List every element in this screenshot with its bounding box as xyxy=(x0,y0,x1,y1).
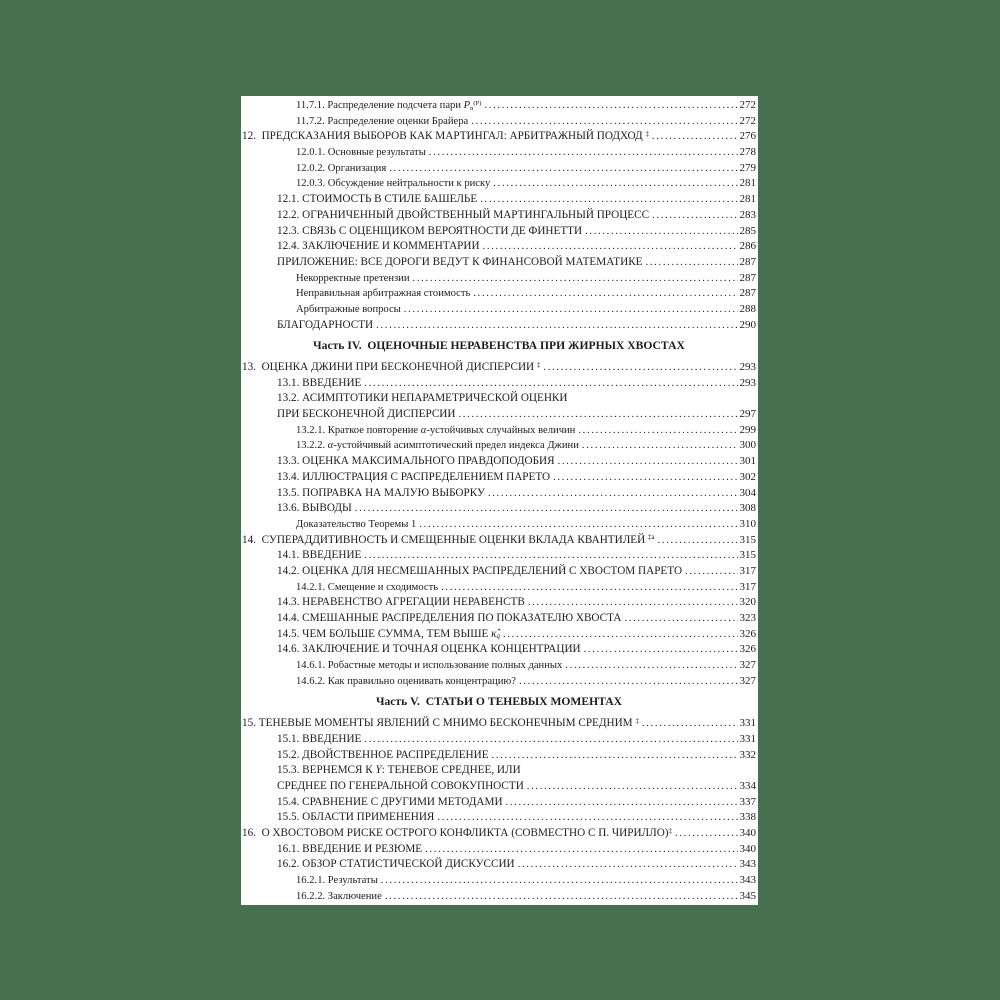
toc-entry xyxy=(242,873,756,889)
dot-leader xyxy=(503,627,737,643)
toc-entry-title: 14. СУПЕРАДДИТИВНОСТЬ И СМЕЩЕННЫЕ ОЦЕНКИ ВКЛАДА КВАНТИЛЕЙ $^{\ddagger a}$ xyxy=(242,533,655,546)
dot-leader xyxy=(376,318,737,334)
part-heading: Часть V. СТАТЬИ О ТЕНЕВЫХ МОМЕНТАХ xyxy=(375,695,623,709)
page-number: 343 xyxy=(739,874,756,886)
dot-leader xyxy=(404,302,738,318)
toc-entry xyxy=(242,208,756,224)
page-number: 287 xyxy=(739,255,756,268)
page-number: 304 xyxy=(739,486,756,499)
page-number: 315 xyxy=(739,533,756,546)
toc-entry-title: БЛАГОДАРНОСТИ xyxy=(277,318,374,331)
toc-entry-title: 15.4. СРАВНЕНИЕ С ДРУГИМИ МЕТОДАМИ xyxy=(277,795,503,808)
toc-entry xyxy=(242,470,756,486)
page-number: 272 xyxy=(739,114,756,127)
toc-entry xyxy=(242,318,756,334)
toc-entry-title: ПРИЛОЖЕНИЕ: ВСЕ ДОРОГИ ВЕДУТ К ФИНАНСОВОЙ МАТЕМАТИКЕ xyxy=(277,255,643,268)
dot-leader xyxy=(471,114,737,130)
toc-entry xyxy=(242,286,756,302)
dot-leader xyxy=(506,795,738,811)
dot-leader xyxy=(492,748,738,764)
page-number: 337 xyxy=(739,795,756,808)
toc-entry xyxy=(242,239,756,255)
toc-entry xyxy=(242,564,756,580)
dot-leader xyxy=(484,98,737,114)
toc-entry xyxy=(242,517,756,533)
toc-entry xyxy=(242,145,756,161)
dot-leader xyxy=(658,533,738,549)
dot-leader xyxy=(413,271,738,287)
dot-leader xyxy=(553,470,737,486)
toc-entry-title: Арбитражные вопросы xyxy=(296,303,401,315)
toc-entry xyxy=(242,748,756,764)
dot-leader xyxy=(652,129,738,145)
toc-entry-title: 13. ОЦЕНКА ДЖИНИ ПРИ БЕСКОНЕЧНОЙ ДИСПЕРСИИ ‡ xyxy=(242,360,541,373)
page-number: 272 xyxy=(739,99,756,111)
page-number: 281 xyxy=(739,177,756,190)
toc-entry xyxy=(242,857,756,873)
toc-entry xyxy=(242,438,756,454)
toc-entry-title: 12.3. СВЯЗЬ С ОЦЕНЩИКОМ ВЕРОЯТНОСТИ ДЕ ФИНЕТТИ xyxy=(277,224,583,237)
toc-entry-title: 13.2. АСИМПТОТИКИ НЕПАРАМЕТРИЧЕСКОЙ ОЦЕНКИ xyxy=(277,392,568,405)
page-number: 332 xyxy=(739,748,756,761)
page-number: 323 xyxy=(739,612,756,624)
toc-entry xyxy=(242,826,756,842)
toc-entry-title: 12.2. ОГРАНИЧЕННЫЙ ДВОЙСТВЕННЫЙ МАРТИНГАЛЬНЫЙ ПРОЦЕСС xyxy=(277,208,650,221)
toc-entry xyxy=(242,810,756,826)
toc-entry-title: 15.1. ВВЕДЕНИЕ xyxy=(277,732,362,745)
toc-entry xyxy=(242,580,756,596)
page-number: 300 xyxy=(739,439,756,452)
page-number: 334 xyxy=(739,779,756,792)
toc-entry-title: 16.2.1. Результаты xyxy=(296,875,378,886)
page-number: 281 xyxy=(739,193,756,206)
toc-entry xyxy=(242,423,756,439)
page-number: 287 xyxy=(739,287,756,300)
toc-entry xyxy=(242,98,756,114)
page-number: 279 xyxy=(739,161,756,174)
toc-entry-title: 13.5. ПОПРАВКА НА МАЛУЮ ВЫБОРКУ xyxy=(277,486,485,499)
toc-entry-title: 13.4. ИЛЛЮСТРАЦИЯ С РАСПРЕДЕЛЕНИЕМ ПАРЕТО xyxy=(277,470,551,483)
dot-leader xyxy=(480,192,737,208)
toc-entry-title: 12.0.3. Обсуждение нейтральности к риску xyxy=(296,178,491,190)
page-number: 283 xyxy=(739,208,756,221)
dot-leader xyxy=(473,286,737,302)
page-number: 317 xyxy=(739,580,756,593)
dot-leader xyxy=(385,889,738,905)
toc-entry xyxy=(242,391,756,407)
toc-entry-title: Доказательство Теоремы 1 xyxy=(296,518,417,530)
book-page xyxy=(241,96,758,905)
page-number: 343 xyxy=(739,858,756,871)
toc-entry xyxy=(242,407,756,423)
toc-entry-title: 14.3. НЕРАВЕНСТВО АГРЕГАЦИИ НЕРАВЕНСТВ xyxy=(277,596,525,609)
dot-leader xyxy=(642,716,738,732)
toc-entry-title: 15. ТЕНЕВЫЕ МОМЕНТЫ ЯВЛЕНИЙ С МНИМО БЕСКОНЕЧНЫМ СРЕДНИМ ‡ xyxy=(242,717,639,730)
toc-entry xyxy=(242,732,756,748)
toc-entry-title: 13.1. ВВЕДЕНИЕ xyxy=(277,376,362,389)
dot-leader xyxy=(624,611,737,627)
toc-entry xyxy=(242,842,756,858)
dot-leader xyxy=(355,501,738,517)
toc-entry-title: 11.7.1. Распределение подсчета пари $P_n^{(P)}$ xyxy=(296,100,482,112)
page-number: 326 xyxy=(739,643,756,656)
toc-entry xyxy=(242,161,756,177)
page-number: 297 xyxy=(739,408,756,421)
toc-entry xyxy=(242,642,756,658)
toc-entry xyxy=(242,674,756,690)
dot-leader xyxy=(488,486,738,502)
toc-entry-title: 14.2.1. Смещение и сходимость xyxy=(296,581,439,593)
dot-leader xyxy=(458,407,737,423)
dot-leader xyxy=(584,642,738,658)
toc-entry-title: 16.2.2. Заключение xyxy=(296,890,382,902)
page-number: 327 xyxy=(739,659,756,672)
toc-entry-title: 13.6. ВЫВОДЫ xyxy=(277,502,352,515)
page-number: 302 xyxy=(739,470,756,483)
toc-entry xyxy=(242,763,756,779)
toc-entry-title: 15.5. ОБЛАСТИ ПРИМЕНЕНИЯ xyxy=(277,811,435,824)
toc-entry xyxy=(242,360,756,376)
dot-leader xyxy=(419,517,737,533)
toc-entry xyxy=(242,627,756,643)
toc-entry-title: 14.6. ЗАКЛЮЧЕНИЕ И ТОЧНАЯ ОЦЕНКА КОНЦЕНТРАЦИИ xyxy=(277,643,581,656)
dot-leader xyxy=(483,239,738,255)
dot-leader xyxy=(646,255,738,271)
dot-leader xyxy=(685,564,737,580)
page-number: 326 xyxy=(739,627,756,640)
toc-entry-title: 13.2.2. α-устойчивый асимптотический предел индекса Джини xyxy=(296,440,579,452)
toc-entry xyxy=(242,889,756,905)
toc-entry-title: ПРИ БЕСКОНЕЧНОЙ ДИСПЕРСИИ xyxy=(277,408,456,421)
toc-entry xyxy=(242,716,756,732)
toc-entry-title: 16.1. ВВЕДЕНИЕ И РЕЗЮМЕ xyxy=(277,842,423,855)
dot-leader xyxy=(429,145,738,161)
toc-entry-title: СРЕДНЕЕ ПО ГЕНЕРАЛЬНОЙ СОВОКУПНОСТИ xyxy=(277,779,524,792)
page-number: 301 xyxy=(739,455,756,468)
toc-entry-title: 14.4. СМЕШАННЫЕ РАСПРЕДЕЛЕНИЯ ПО ПОКАЗАТЕЛЮ ХВОСТА xyxy=(277,612,622,624)
dot-leader xyxy=(543,360,737,376)
page-number: 278 xyxy=(739,146,756,159)
toc-entry xyxy=(242,192,756,208)
dot-leader xyxy=(425,842,737,858)
toc-entry-title: 15.2. ДВОЙСТВЕННОЕ РАСПРЕДЕЛЕНИЕ xyxy=(277,748,489,761)
page-number: 310 xyxy=(739,517,756,530)
page-number: 340 xyxy=(739,842,756,855)
page-number: 338 xyxy=(739,811,756,824)
toc-entry xyxy=(242,129,756,145)
dot-leader xyxy=(528,595,738,611)
toc-entry xyxy=(242,114,756,130)
dot-leader xyxy=(675,826,737,842)
page-number: 317 xyxy=(739,564,756,577)
dot-leader xyxy=(652,208,737,224)
toc-entry xyxy=(242,611,756,627)
dot-leader xyxy=(437,810,737,826)
toc-entry-title: 14.6.1. Робастные методы и использование полных данных xyxy=(296,660,563,672)
dot-leader xyxy=(441,580,737,596)
page-number: 285 xyxy=(739,224,756,237)
page-number: 327 xyxy=(739,674,756,687)
toc-entry-title: 16.2. ОБЗОР СТАТИСТИЧЕСКОЙ ДИСКУССИИ xyxy=(277,858,515,871)
dot-leader xyxy=(565,658,737,674)
toc-entry xyxy=(242,302,756,318)
toc-entry xyxy=(242,454,756,470)
dot-leader xyxy=(578,423,737,439)
toc-entry-title: 15.3. ВЕРНЕМСЯ К Y: ТЕНЕВОЕ СРЕДНЕЕ, ИЛИ xyxy=(277,764,521,777)
toc-entry xyxy=(242,595,756,611)
toc-entry-title: Неправильная арбитражная стоимость xyxy=(296,288,471,300)
page-number: 276 xyxy=(739,130,756,143)
toc-entry-title: 16. О ХВОСТОВОМ РИСКЕ ОСТРОГО КОНФЛИКТА (СОВМЕСТНО С П. ЧИРИЛЛО)‡ xyxy=(242,826,673,839)
page-number: 320 xyxy=(739,596,756,609)
toc-entry xyxy=(242,376,756,392)
part-heading: Часть IV. ОЦЕНОЧНЫЕ НЕРАВЕНСТВА ПРИ ЖИРНЫХ ХВОСТАХ xyxy=(313,339,685,353)
dot-leader xyxy=(558,454,738,470)
toc-entry-title: 11.7.2. Распределение оценки Брайера xyxy=(296,115,469,127)
toc-entry xyxy=(242,533,756,549)
page-number: 293 xyxy=(739,376,756,389)
toc-entry-title: Некорректные претензии xyxy=(296,272,410,284)
toc-entry xyxy=(242,255,756,271)
dot-leader xyxy=(519,674,737,690)
page-number: 340 xyxy=(739,826,756,839)
toc-entry-title: 13.3. ОЦЕНКА МАКСИМАЛЬНОГО ПРАВДОПОДОБИЯ xyxy=(277,455,555,468)
toc-entry-title: 12.1. СТОИМОСТЬ В СТИЛЕ БАШЕЛЬЕ xyxy=(277,193,478,206)
toc-entry xyxy=(242,548,756,564)
dot-leader xyxy=(585,224,737,240)
toc-entry xyxy=(242,224,756,240)
page-number: 287 xyxy=(739,271,756,284)
table-of-contents xyxy=(242,98,756,904)
toc-entry xyxy=(242,779,756,795)
toc-entry xyxy=(242,486,756,502)
page-number: 293 xyxy=(739,361,756,373)
page-number: 308 xyxy=(739,502,756,515)
page-number: 288 xyxy=(739,302,756,315)
dot-leader xyxy=(364,376,737,392)
toc-entry-title: 12.4. ЗАКЛЮЧЕНИЕ И КОММЕНТАРИИ xyxy=(277,240,480,253)
toc-entry xyxy=(242,658,756,674)
page-number: 290 xyxy=(739,318,756,331)
toc-entry xyxy=(242,271,756,287)
toc-entry-title: 12.0.1. Основные результаты xyxy=(296,147,426,159)
dot-leader xyxy=(364,732,737,748)
toc-entry xyxy=(242,501,756,517)
toc-entry-title: 13.2.1. Краткое повторение α-устойчивых случайных величин xyxy=(296,424,576,436)
toc-entry xyxy=(242,795,756,811)
toc-entry-title: 12. ПРЕДСКАЗАНИЯ ВЫБОРОВ КАК МАРТИНГАЛ: АРБИТРАЖНЫЙ ПОДХОД ‡ xyxy=(242,130,649,143)
toc-entry-title: 14.5. ЧЕМ БОЛЬШЕ СУММА, ТЕМ ВЫШЕ $\kappâ_q$ xyxy=(277,627,501,641)
page-number: 331 xyxy=(739,717,756,730)
dot-leader xyxy=(389,161,737,177)
page-number: 315 xyxy=(739,549,756,562)
dot-leader xyxy=(518,857,738,873)
toc-entry-title: 14.1. ВВЕДЕНИЕ xyxy=(277,549,362,562)
dot-leader xyxy=(381,873,738,889)
dot-leader xyxy=(582,438,738,454)
toc-entry xyxy=(242,176,756,192)
dot-leader xyxy=(493,176,737,192)
page-number: 286 xyxy=(739,240,756,253)
page-number: 299 xyxy=(739,423,756,436)
toc-entry-title: 14.6.2. Как правильно оценивать концентрацию? xyxy=(296,675,517,687)
toc-entry-title: 12.0.2. Организация xyxy=(296,162,387,174)
dot-leader xyxy=(527,779,738,795)
page-number: 345 xyxy=(739,889,756,902)
page-number: 331 xyxy=(739,732,756,745)
dot-leader xyxy=(364,548,737,564)
toc-entry-title: 14.2. ОЦЕНКА ДЛЯ НЕСМЕШАННЫХ РАСПРЕДЕЛЕНИЙ С ХВОСТОМ ПАРЕТО xyxy=(277,564,683,577)
